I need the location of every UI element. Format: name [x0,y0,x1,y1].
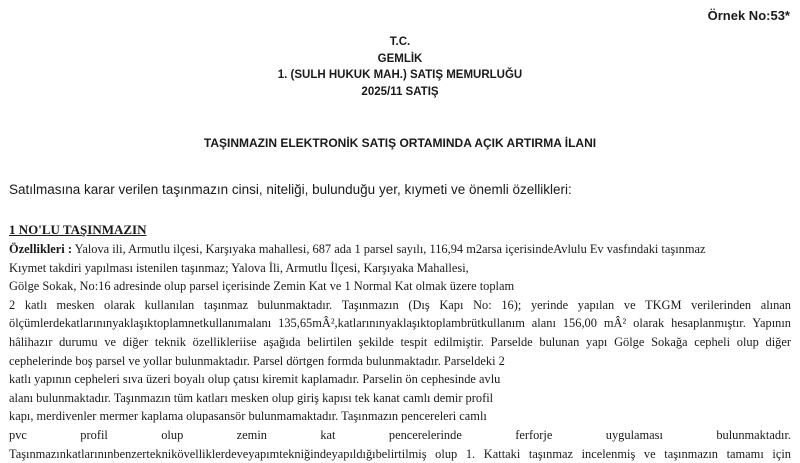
description-line: ölçümlerdekatlarınınyaklaşıktoplamnetkullanımalanı 135,65mÂ²,katlarınınyaklaşıktoplambrütkullanım alanı 156,00 mÂ² olarak hesaplanmıştır. Yapının [9,316,791,331]
description-line: hâlihazır durumu ve diğer teknik özellikleriise aşağıda belirtilen şekilde tespit edilmiştir. Parselde bulunan yapı Gölge Sokağa cepheli olup diğer [9,334,791,349]
example-number: Örnek No:53* [707,8,790,23]
document-header [0,34,800,100]
features-label: Özellikleri : [9,242,72,256]
description-line: alanı bulunmaktadır. Taşınmazın tüm katları mesken olup giriş kapısı tek kanat camlı demir profil [9,390,494,405]
description-line: Gölge Sokak, No:16 adresinde olup parsel içerisinde Zemin Kat ve 1 Normal Kat olmak üzere toplam [9,279,515,294]
property-description [9,240,791,463]
notice-title: TAŞINMAZIN ELEKTRONİK SATIŞ ORTAMINDA AÇIK ARTIRMA İLANI [203,136,597,150]
features-line [9,240,791,259]
description-line: Kıymet takdiri yapılması istenilen taşınmaz; Yalova İli, Armutlu İlçesi, Karşıyaka Mahallesi, [9,260,469,275]
description-line: Taşınmazınkatlarınınbenzerteknikövelliklerdeveyapımtekniğindeyapıldığıbelirtilmiş olup 1. Kattaki taşınmaz incelenmiş ve taşınmazın tamamı için [9,446,791,461]
description-line: katlı yapının cepheleri sıva üzeri boyalı olup çatısı kiremit kaplamadır. Parselin ön cephesinde avlu [9,372,501,387]
description-line: 2 katlı mesken olarak kullanılan taşınmaz bulunmaktadır. Taşınmazın (Dış Kapı No: 16); yerinde yapılan ve TKGM verilerinden alınan [9,297,791,312]
header-line-file-number: 2025/11 SATIŞ [361,85,439,98]
property-heading: 1 NO'LU TAŞINMAZIN [9,222,147,237]
header-line-city: GEMLİK [377,52,423,65]
description-line: pvc profil olup zemin kat pencerelerinde ferforje uygulaması bulunmaktadır. [9,427,791,442]
header-line-country: T.C. [389,36,411,48]
description-line: cephelerinde boş parsel ve yollar bulunmaktadır. Parsel dörtgen formda bulunmaktadır. Parseldeki 2 [9,353,505,368]
description-line: kapı, merdivenler mermer kaplama olupasansör bulunmamaktadır. Taşınmazın pencereleri camlı [9,409,487,424]
features-text: Yalova ili, Armutlu ilçesi, Karşıyaka mahallesi, 687 ada 1 parsel sayılı, 116,94 m2arsa içerisindeAvlulu Ev vasfındaki taşınmaz [71,242,706,256]
intro-paragraph: Satılmasına karar verilen taşınmazın cinsi, niteliği, bulunduğu yer, kıymeti ve önemli özellikleri: [9,182,572,197]
header-line-office: 1. (SULH HUKUK MAH.) SATIŞ MEMURLUĞU [277,69,523,81]
